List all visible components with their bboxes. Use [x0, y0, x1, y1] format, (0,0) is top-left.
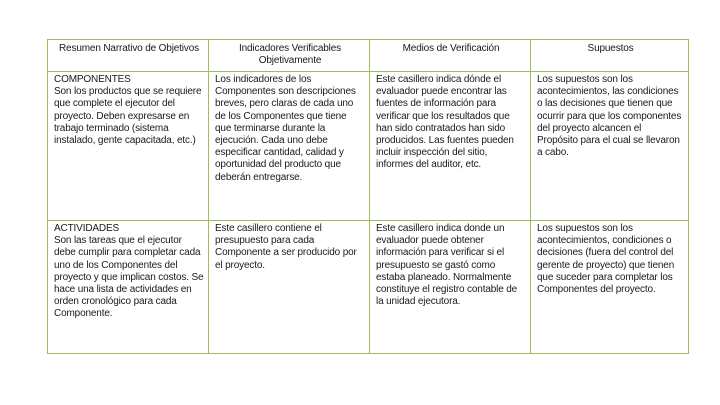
components-assumptions-text: Los supuestos son los acontecimientos, las condiciones o las decisiones que tienen que ocurrir para que los componentes del proyecto alcancen el Propósito para el cual se llevaron a cabo. [537, 74, 682, 159]
table-row-components [48, 72, 689, 221]
activities-assumptions-text: Los supuestos son los acontecimientos, condiciones o decisiones (fuera del control del gerente de proyecto) que tienen que suceder para completar los Componentes del proyecto. [537, 223, 675, 296]
logical-framework-table [47, 39, 689, 354]
activities-indicators-text: Este casillero contiene el presupuesto para cada Componente a ser producido por el proyecto. [215, 223, 357, 271]
cell-activities-summary [48, 221, 209, 354]
activities-summary-text: Son las tareas que el ejecutor debe cumplir para completar cada uno de los Componentes del proyecto y que implican costos. Se hace una lista de actividades en orden cronológico para cada Componente. [54, 235, 204, 320]
cell-activities-assumptions [531, 221, 689, 354]
activities-verification-text: Este casillero indica donde un evaluador puede obtener información para verificar si el presupuesto se gastó como estaba planeado. Normalmente constituye el registro contable de la unidad ejecutora. [376, 223, 518, 308]
components-summary-text: Son los productos que se requiere que complete el ejecutor del proyecto. Deben expresarse en trabajo terminado (sistema instalado, gente capacitada, etc.) [54, 86, 202, 147]
cell-activities-indicators [209, 221, 370, 354]
cell-components-summary [48, 72, 209, 221]
header-row [48, 40, 689, 72]
row-title-components: COMPONENTES [54, 74, 131, 85]
table-row-activities [48, 221, 689, 354]
cell-components-indicators [209, 72, 370, 221]
components-verification-text: Este casillero indica dónde el evaluador puede encontrar las fuentes de información para verificar que los resultados que han sido contratados han sido producidos. Las fuentes pueden incluir inspección del sitio, informes del auditor, etc. [376, 74, 514, 171]
cell-components-assumptions [531, 72, 689, 221]
header-indicators: Indicadores Verificables Objetivamente [209, 40, 370, 72]
cell-components-verification [370, 72, 531, 221]
cell-activities-verification [370, 221, 531, 354]
header-verification-means: Medios de Verificación [370, 40, 531, 72]
components-indicators-text: Los indicadores de los Componentes son descripciones breves, pero claras de cada uno de los Componentes que tiene que terminarse durante la ejecución. Cada uno debe especificar cantidad, calidad y oportunidad del producto que deberán entregarse. [215, 74, 356, 183]
row-title-activities: ACTIVIDADES [54, 223, 120, 234]
header-assumptions: Supuestos [531, 40, 689, 72]
header-narrative-summary: Resumen Narrativo de Objetivos [48, 40, 209, 72]
